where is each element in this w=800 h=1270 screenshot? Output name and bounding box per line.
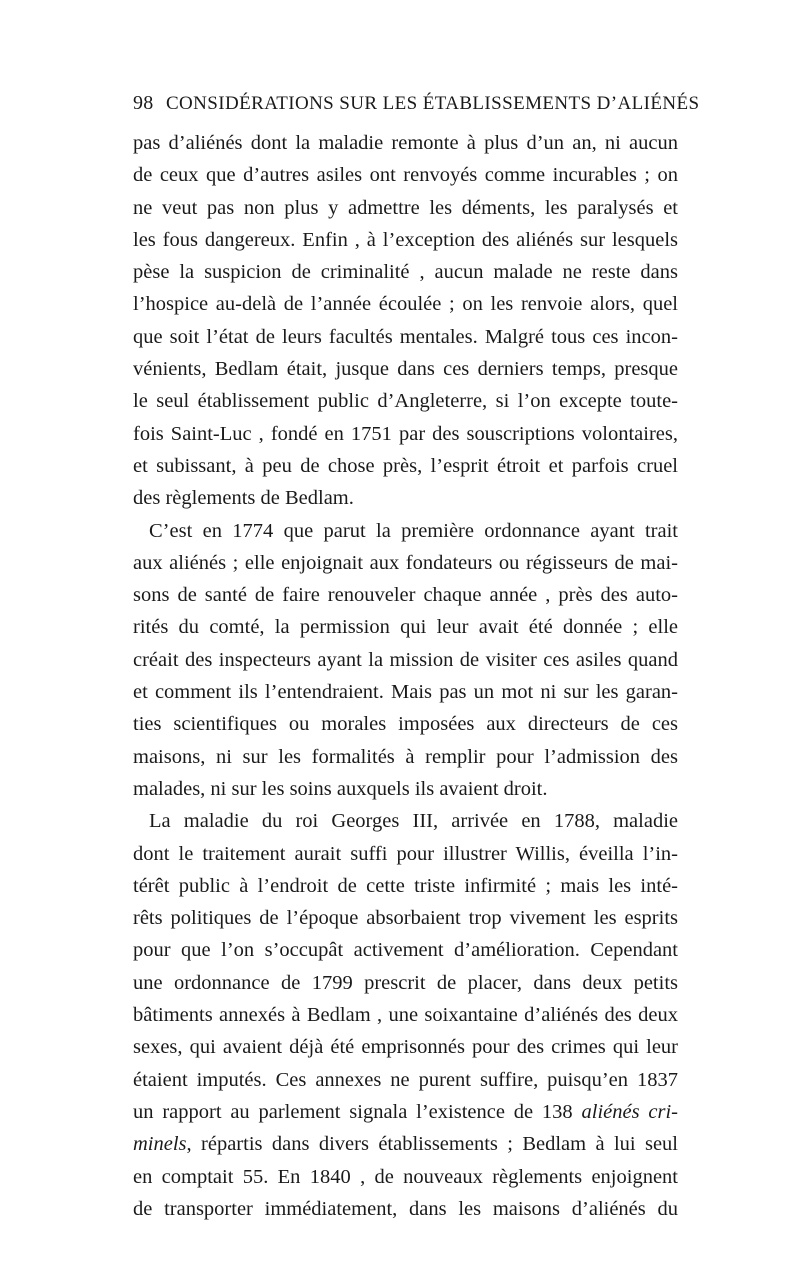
text-line: et comment ils l’entendraient. Mais pas un mot ni sur les garan-	[133, 681, 678, 704]
paragraph	[133, 127, 678, 515]
text-line: et subissant, à peu de chose près, l’esprit étroit et parfois cruel	[133, 454, 678, 477]
text-line: dont le traitement aurait suffi pour illustrer Willis, éveilla l’in-	[133, 842, 678, 865]
text-line: de ceux que d’autres asiles ont renvoyés comme incurables ; on	[133, 164, 678, 187]
text-line: pas d’aliénés dont la maladie remonte à plus d’un an, ni aucun	[133, 132, 678, 154]
paragraph	[133, 805, 678, 1225]
text-line: aux aliénés ; elle enjoignait aux fondateurs ou régisseurs de mai-	[133, 551, 678, 574]
text-line: les fous dangereux. Enfin , à l’exception des aliénés sur lesquels	[133, 228, 678, 251]
text-line: sexes, qui avaient déjà été emprisonnés pour des crimes qui leur	[133, 1036, 678, 1059]
italic-term: minels	[133, 1133, 187, 1156]
body-text	[133, 127, 678, 1225]
text-line-mixed	[133, 1096, 678, 1128]
text-line: rêts politiques de l’époque absorbaient trop vivement les esprits	[133, 907, 678, 930]
text-line: ties scientifiques ou morales imposées aux directeurs de ces	[133, 713, 678, 736]
text-line: en comptait 55. En 1840 , de nouveaux règlements enjoignent	[133, 1165, 678, 1188]
text-line: C’est en 1774 que parut la première ordonnance ayant trait	[149, 519, 678, 542]
text-line: rités du comté, la permission qui leur avait été donnée ; elle	[133, 616, 678, 639]
text-line: créait des inspecteurs ayant la mission de visiter ces asiles quand	[133, 648, 678, 671]
text-line: que soit l’état de leurs facultés mentales. Malgré tous ces incon-	[133, 325, 678, 348]
text-line: pour que l’on s’occupât activement d’amélioration. Cependant	[133, 939, 678, 962]
page-number: 98	[133, 92, 154, 114]
text-line: une ordonnance de 1799 prescrit de placer, dans deux petits	[133, 971, 678, 994]
text-line: étaient imputés. Ces annexes ne purent suffire, puisqu’en 1837	[133, 1068, 678, 1091]
text-line: pèse la suspicion de criminalité , aucun malade ne reste dans	[133, 261, 678, 284]
text-line: le seul établissement public d’Angleterre, si l’on excepte toute-	[133, 390, 678, 413]
running-head	[133, 92, 700, 115]
text-line-start: un rapport au parlement signala l’existence de 138	[133, 1100, 582, 1123]
text-line-rest: , répartis dans divers établissements ; Bedlam à lui seul	[186, 1133, 678, 1156]
text-line: sons de santé de faire renouveler chaque année , près des auto-	[133, 584, 678, 607]
text-line: ne veut pas non plus y admettre les déments, les paralysés et	[133, 196, 678, 219]
text-line: des règlements de Bedlam.	[133, 487, 354, 510]
italic-term: aliénés cri-	[581, 1100, 678, 1123]
text-line: malades, ni sur les soins auxquels ils avaient droit.	[133, 777, 548, 800]
text-line-mixed	[133, 1128, 678, 1160]
text-line: La maladie du roi Georges III, arrivée en 1788, maladie	[149, 810, 678, 833]
paragraph	[133, 515, 678, 806]
text-line: de transporter immédiatement, dans les maisons d’aliénés du	[133, 1197, 678, 1220]
text-line: l’hospice au-delà de l’année écoulée ; on les renvoie alors, quel	[133, 293, 678, 316]
running-title: CONSIDÉRATIONS SUR LES ÉTABLISSEMENTS D’ALIÉNÉS	[165, 93, 700, 114]
text-line: maisons, ni sur les formalités à remplir pour l’admission des	[133, 745, 678, 768]
text-line: bâtiments annexés à Bedlam , une soixantaine d’aliénés des deux	[133, 1004, 678, 1027]
text-line: fois Saint-Luc , fondé en 1751 par des souscriptions volontaires,	[133, 422, 678, 445]
text-line: térêt public à l’endroit de cette triste infirmité ; mais les inté-	[133, 874, 678, 897]
text-line: vénients, Bedlam était, jusque dans ces derniers temps, presque	[133, 358, 678, 381]
